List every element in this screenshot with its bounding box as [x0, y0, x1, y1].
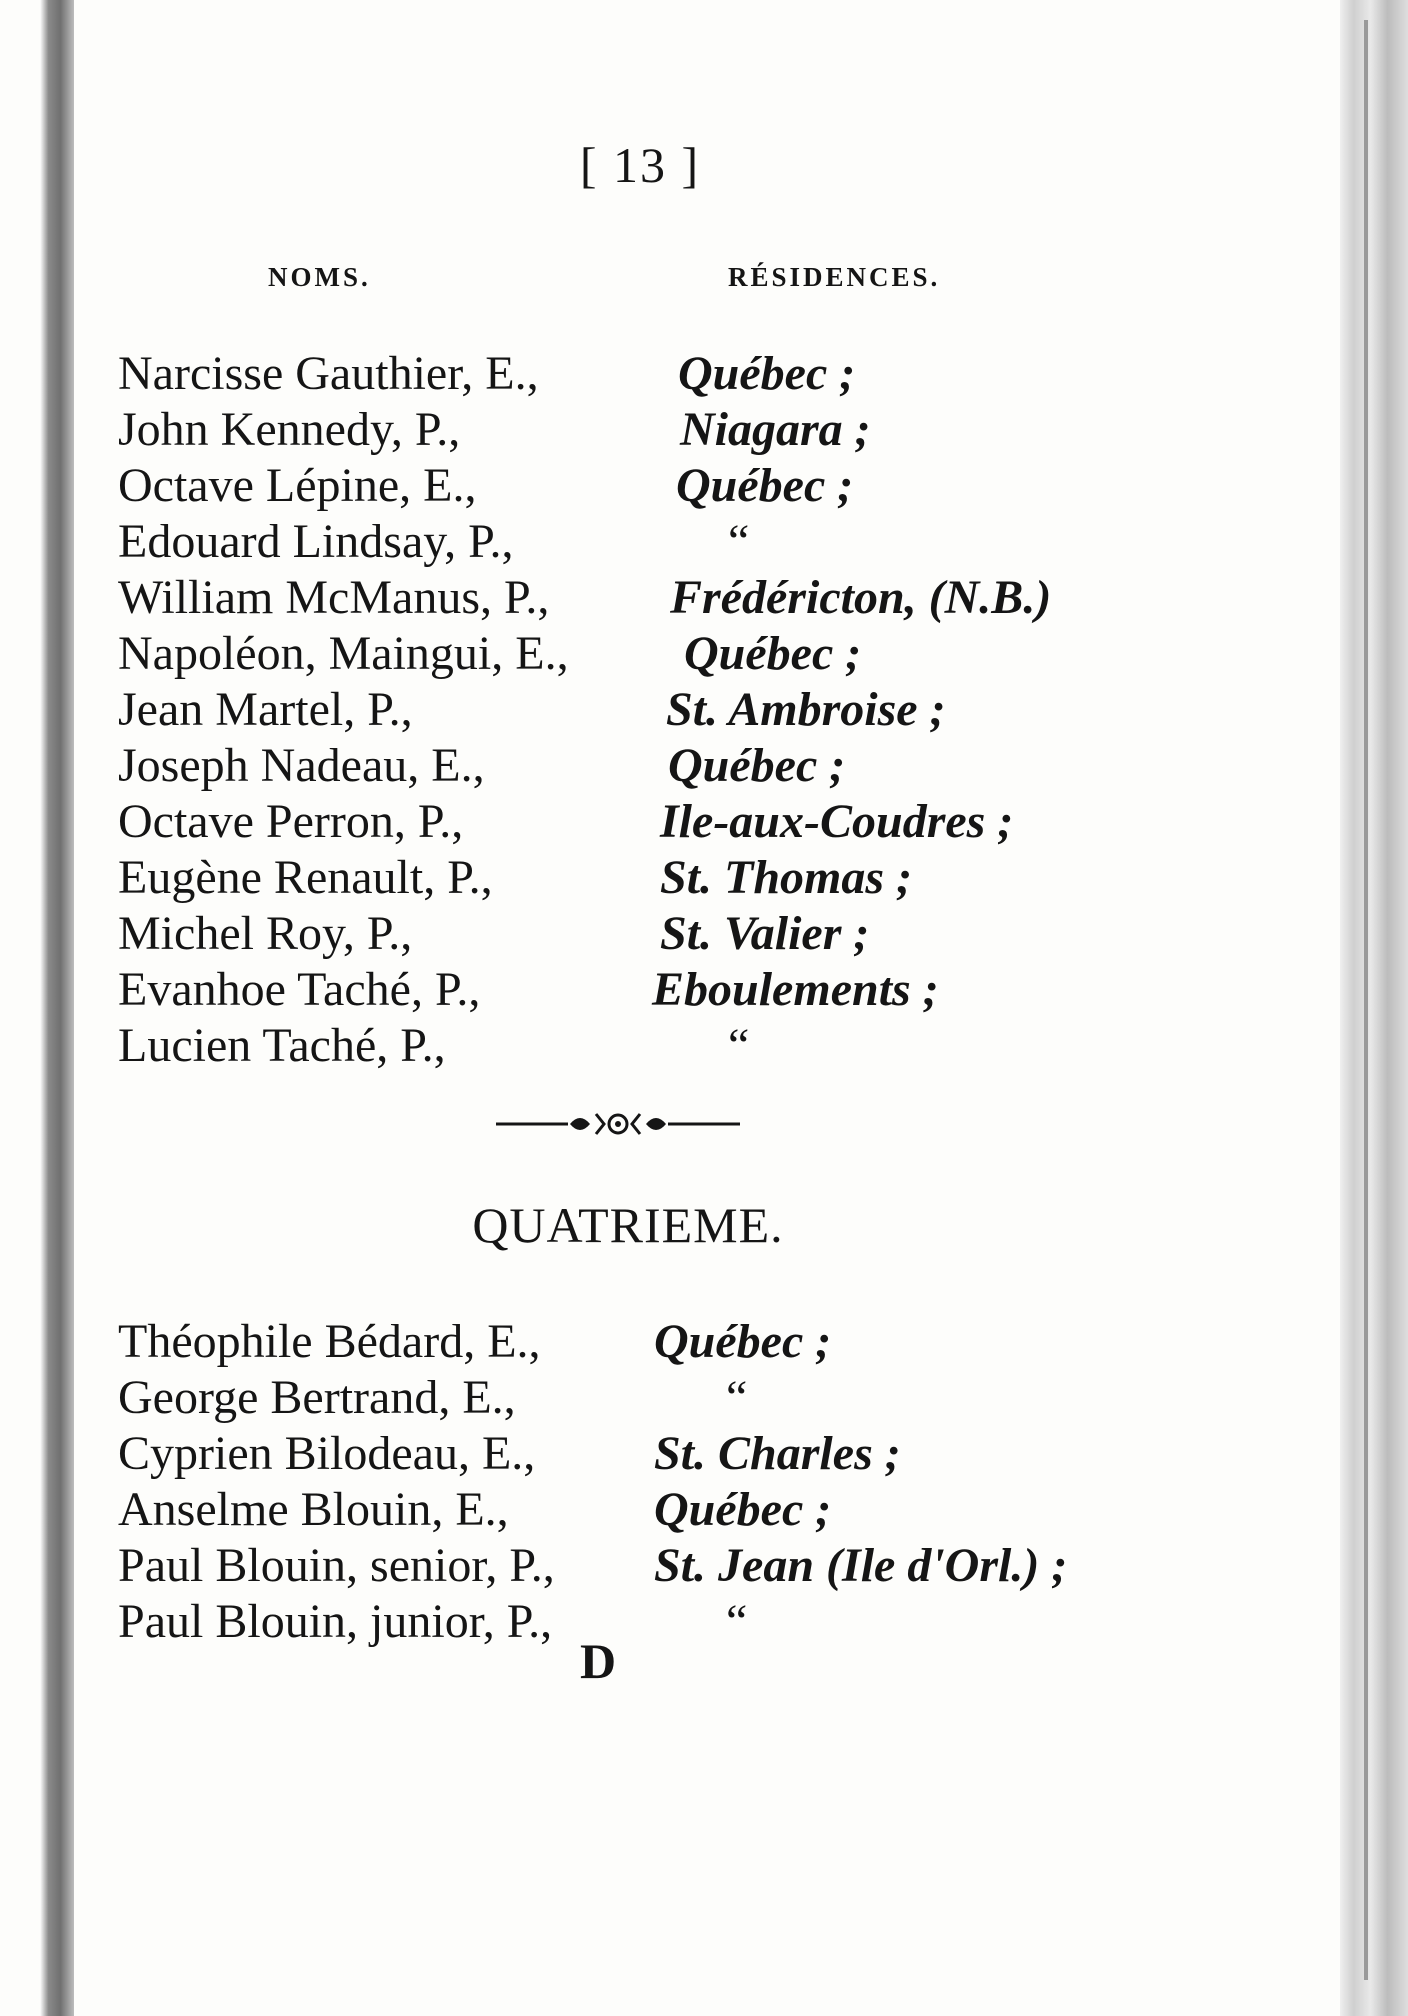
entry-residence: St. Valier ;: [660, 907, 870, 960]
entry-name: Napoléon, Maingui, E.,: [118, 627, 569, 680]
column-header-residences: RÉSIDENCES.: [728, 262, 941, 292]
entry-residence: Québec ;: [676, 459, 854, 512]
entry-name: Michel Roy, P.,: [118, 907, 413, 960]
entry-name: Cyprien Bilodeau, E.,: [118, 1427, 536, 1480]
entry-name: John Kennedy, P.,: [118, 403, 461, 456]
section-title: QUATRIEME.: [472, 1197, 784, 1253]
column-header-names: NOMS.: [268, 262, 371, 292]
entry-residence: “: [728, 1019, 750, 1072]
entry-residence: Eboulements ;: [652, 963, 939, 1016]
entry-residence: “: [728, 515, 750, 568]
page-edges: [1340, 0, 1408, 2016]
entry-name: George Bertrand, E.,: [118, 1371, 516, 1424]
page-edge-shadow: [1364, 20, 1368, 1980]
entry-residence: Ile-aux-Coudres ;: [660, 795, 1014, 848]
entry-residence: Frédéricton, (N.B.): [670, 571, 1052, 624]
entry-name: Paul Blouin, senior, P.,: [118, 1539, 555, 1592]
entry-residence: Québec ;: [654, 1315, 832, 1368]
entry-name: Eugène Renault, P.,: [118, 851, 493, 904]
entry-name: Théophile Bédard, E.,: [118, 1315, 541, 1368]
entry-residence: “: [726, 1371, 748, 1424]
entry-residence: Québec ;: [678, 347, 856, 400]
entry-name: Octave Lépine, E.,: [118, 459, 477, 512]
book-spine: [40, 0, 74, 2016]
entry-name: Paul Blouin, junior, P.,: [118, 1595, 553, 1648]
ornament-divider: [496, 1104, 740, 1144]
entry-name: Evanhoe Taché, P.,: [118, 963, 481, 1016]
entry-residence: St. Jean (Ile d'Orl.) ;: [654, 1539, 1068, 1592]
page-number: [ 13 ]: [579, 137, 701, 193]
entry-name: Edouard Lindsay, P.,: [118, 515, 514, 568]
entry-residence: Québec ;: [654, 1483, 832, 1536]
entry-residence: St. Charles ;: [654, 1427, 901, 1480]
entry-residence: Québec ;: [684, 627, 862, 680]
entry-name: William McManus, P.,: [118, 571, 550, 624]
signature-mark: D: [580, 1633, 617, 1689]
entry-residence: St. Ambroise ;: [666, 683, 946, 736]
entry-name: Anselme Blouin, E.,: [118, 1483, 509, 1536]
entry-residence: Québec ;: [668, 739, 846, 792]
entry-residence: Niagara ;: [680, 403, 871, 456]
entry-residence: St. Thomas ;: [660, 851, 913, 904]
entry-name: Lucien Taché, P.,: [118, 1019, 446, 1072]
entry-name: Octave Perron, P.,: [118, 795, 464, 848]
entry-residence: “: [726, 1595, 748, 1648]
entry-name: Narcisse Gauthier, E.,: [118, 347, 539, 400]
entry-name: Joseph Nadeau, E.,: [118, 739, 485, 792]
entry-name: Jean Martel, P.,: [118, 683, 413, 736]
